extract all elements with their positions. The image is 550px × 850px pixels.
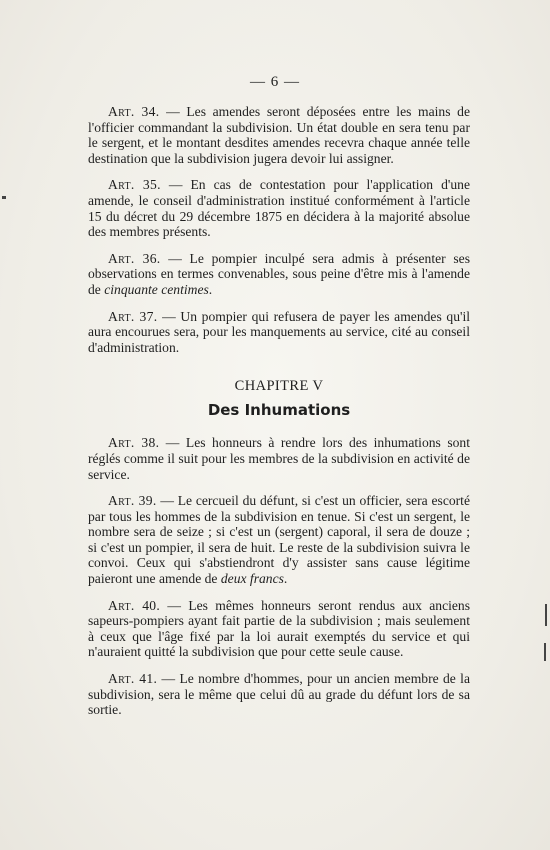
- article-text-end: .: [283, 571, 288, 587]
- article-label: Art. 40.: [108, 597, 161, 613]
- article-37: [88, 309, 470, 356]
- article-41: [88, 671, 470, 718]
- article-label: Art. 34.: [108, 104, 160, 119]
- article-text: — Le cercueil du défunt, si c'est un officier, sera escorté par tous les hommes de la subdivision en tenue. Si c'est un sergent, le nombre sera de seize ; si c'est un (sergent) caporal, il sera de douze ; si c'est un pompier, il sera de huit. Le reste de la subdivision suivra le convoi. Ceux qui s'abstiendront d'y assister sans cause légitime paieront une amende de: [88, 493, 470, 587]
- margin-tick: [544, 643, 546, 661]
- article-text: — En cas de contestation pour l'application d'une amende, le conseil d'administration institué conformément à l'article 15 du décret du 29 décembre 1875 en décidera à la majorité absolue des membres présents.: [88, 177, 470, 240]
- article-label: Art. 36.: [108, 250, 161, 266]
- article-text: — Le pompier inculpé sera admis à présenter ses observations en termes convenables, sous peine d'être mis à l'amende de: [88, 250, 470, 297]
- article-label: Art. 35.: [108, 177, 161, 193]
- article-40: [88, 598, 470, 660]
- article-text: — Le nombre d'hommes, pour un ancien membre de la subdivision, sera le même que celui dû au grade du défunt lors de sa sortie.: [88, 671, 470, 718]
- margin-tick: [545, 604, 547, 626]
- chapter-number: CHAPITRE V: [234, 378, 324, 395]
- article-text: — Les mêmes honneurs seront rendus aux anciens sapeurs-pompiers ayant fait partie de la subdivision ; mais seulement à ceux que l'âge fixé par la loi aurait exemptés du service et qui n'auraient quitté la subdivision que pour cette seule cause.: [88, 597, 470, 660]
- article-39: [88, 493, 470, 587]
- article-text: — Les honneurs à rendre lors des inhumations sont réglés comme il suit pour les membres de la subdivision en activité de service.: [88, 435, 470, 482]
- article-label: Art. 37.: [108, 308, 158, 324]
- chapter-title: Des Inhumations: [207, 401, 351, 420]
- article-label: Art. 41.: [108, 671, 158, 687]
- article-38: [88, 435, 470, 482]
- article-text: — Les amendes seront déposées entre les mains de l'officier commandant la subdivision. Un état double en sera tenu par le sergent, et le montant desdites amendes recevra chaque année telle destination que la subdivision jugera devoir lui assigner.: [88, 104, 471, 166]
- article-text-end: .: [208, 281, 213, 297]
- article-35: [88, 177, 470, 239]
- article-text: — Un pompier qui refusera de payer les amendes qu'il aura encourues sera, pour les manquements au service, cité au conseil d'administration.: [88, 308, 471, 355]
- article-label: Art. 39.: [108, 493, 157, 509]
- article-36: [88, 251, 470, 298]
- article-label: Art. 38.: [108, 435, 160, 451]
- margin-speck: [2, 196, 6, 199]
- article-34: [88, 104, 470, 166]
- page-number: — 6 —: [250, 74, 300, 90]
- article-emphasis: cinquante centimes: [104, 281, 209, 297]
- text-column: [88, 104, 470, 729]
- article-emphasis: deux francs: [220, 571, 284, 587]
